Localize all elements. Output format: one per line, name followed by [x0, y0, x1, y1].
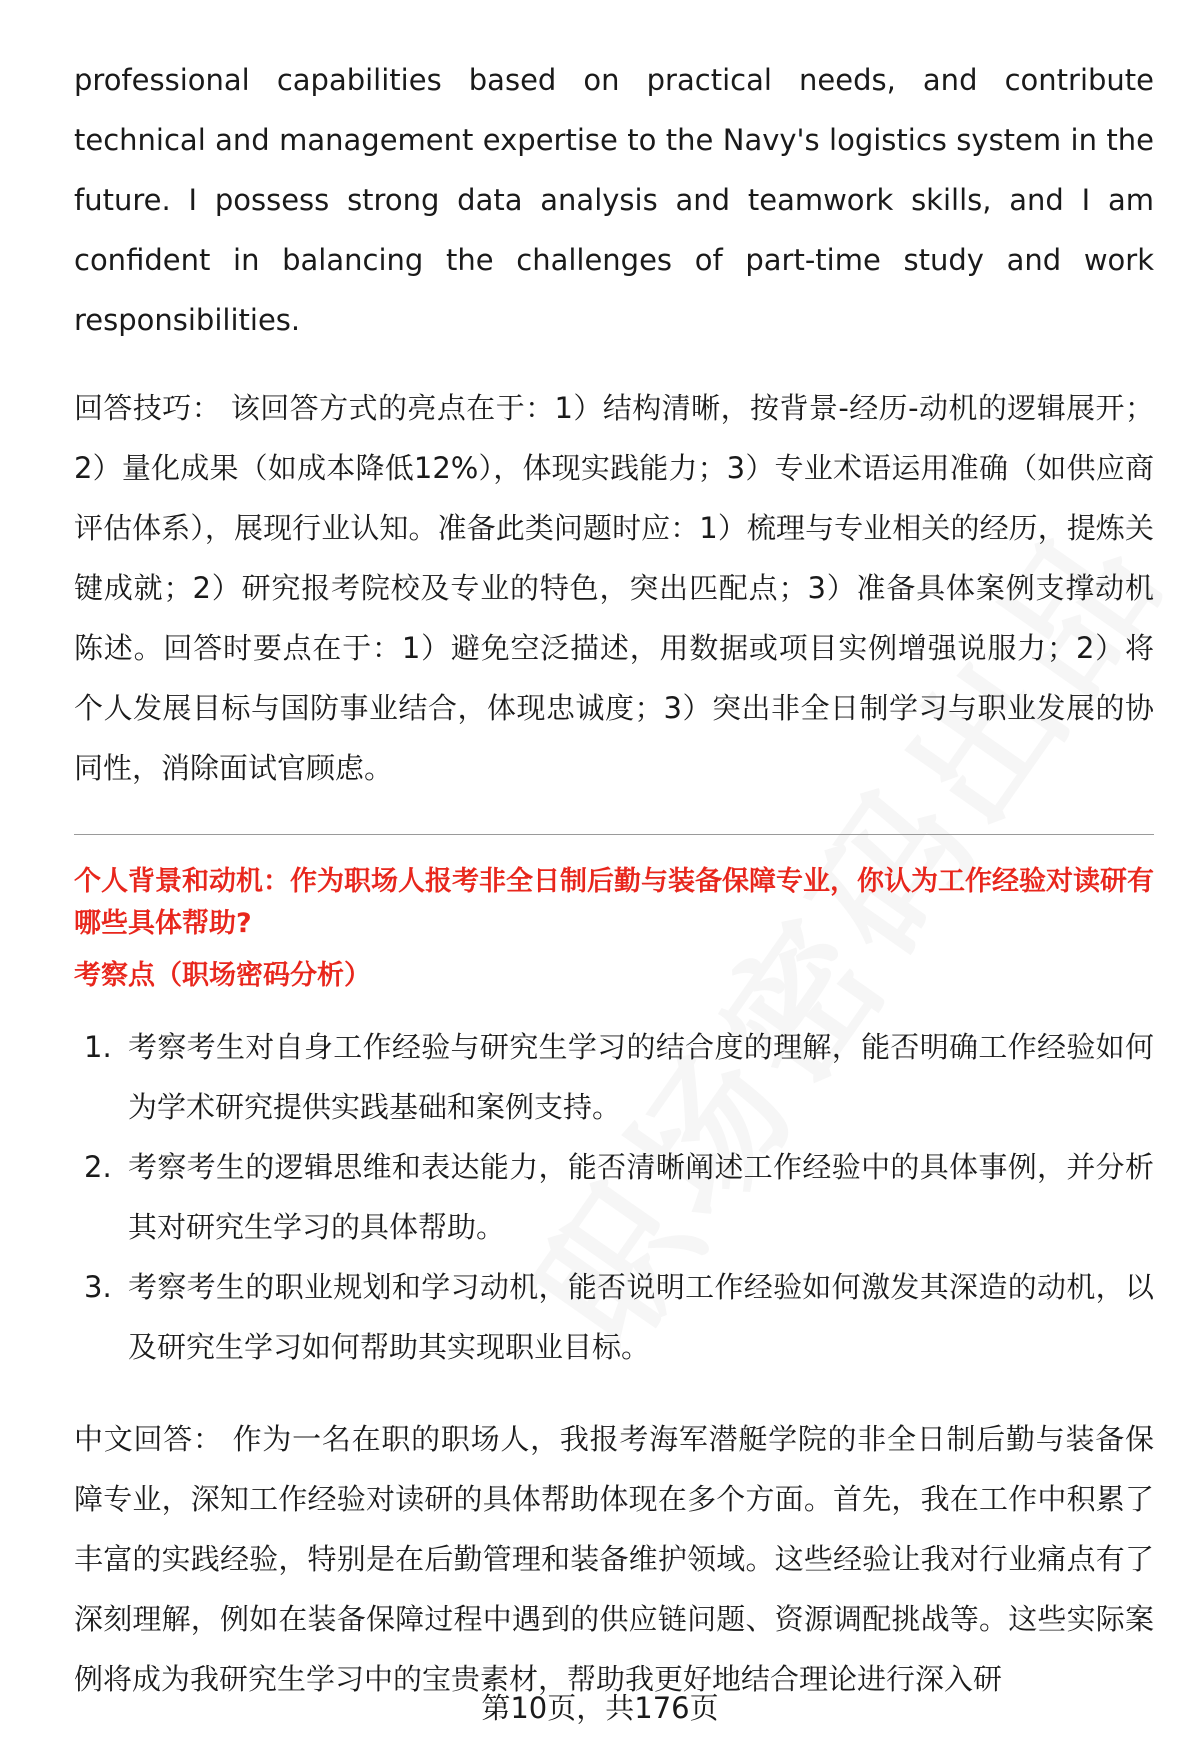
list-item-number: 2.: [84, 1150, 112, 1184]
list-item-text: 考察考生对自身工作经验与研究生学习的结合度的理解，能否明确工作经验如何为学术研究提供实践基础和案例支持。: [128, 1030, 1154, 1124]
answer-tips-paragraph: 回答技巧： 该回答方式的亮点在于：1）结构清晰，按背景-经历-动机的逻辑展开；2）量化成果（如成本降低12%），体现实践能力；3）专业术语运用准确（如供应商评估体系），展现行业认知。准备此类问题时应：1）梳理与专业相关的经历，提炼关键成就；2）研究报考院校及专业的特色，突出匹配点；3）准备具体案例支撑动机陈述。回答时要点在于：1）避免空泛描述，用数据或项目实例增强说服力；2）将个人发展目标与国防事业结合，体现忠诚度；3）突出非全日制学习与职业发展的协同性，消除面试官顾虑。: [74, 391, 1154, 785]
focus-heading: 考察点（职场密码分析）: [74, 960, 371, 991]
list-item: [74, 1137, 1154, 1257]
intro-paragraph-en: professional capabilities based on practical needs, and contribute technical and management expertise to the Navy's logistics system in the future. I possess strong data analysis and teamwork skills, and I am confident in balancing the challenges of part-time study and work responsibilities.: [74, 63, 1154, 337]
list-item-number: 3.: [84, 1270, 112, 1304]
question-heading: 个人背景和动机：作为职场人报考非全日制后勤与装备保障专业，你认为工作经验对读研有哪些具体帮助?: [74, 866, 1154, 939]
list-item-text: 考察考生的职业规划和学习动机，能否说明工作经验如何激发其深造的动机，以及研究生学习如何帮助其实现职业目标。: [128, 1270, 1154, 1364]
list-item: [74, 1257, 1154, 1377]
page-number: 第10页，共176页: [481, 1691, 719, 1725]
list-item-text: 考察考生的逻辑思维和表达能力，能否清晰阐述工作经验中的具体事例，并分析其对研究生学习的具体帮助。: [128, 1150, 1154, 1244]
chinese-answer-paragraph: 中文回答： 作为一名在职的职场人，我报考海军潜艇学院的非全日制后勤与装备保障专业，深知工作经验对读研的具体帮助体现在多个方面。首先，我在工作中积累了丰富的实践经验，特别是在后勤管理和装备维护领域。这些经验让我对行业痛点有了深刻理解，例如在装备保障过程中遇到的供应链问题、资源调配挑战等。这些实际案例将成为我研究生学习中的宝贵素材，帮助我更好地结合理论进行深入研: [74, 1422, 1154, 1696]
focus-points-list: [74, 1017, 1154, 1377]
list-item-number: 1.: [84, 1030, 112, 1064]
list-item: [74, 1017, 1154, 1137]
document-body: [74, 50, 1154, 1709]
